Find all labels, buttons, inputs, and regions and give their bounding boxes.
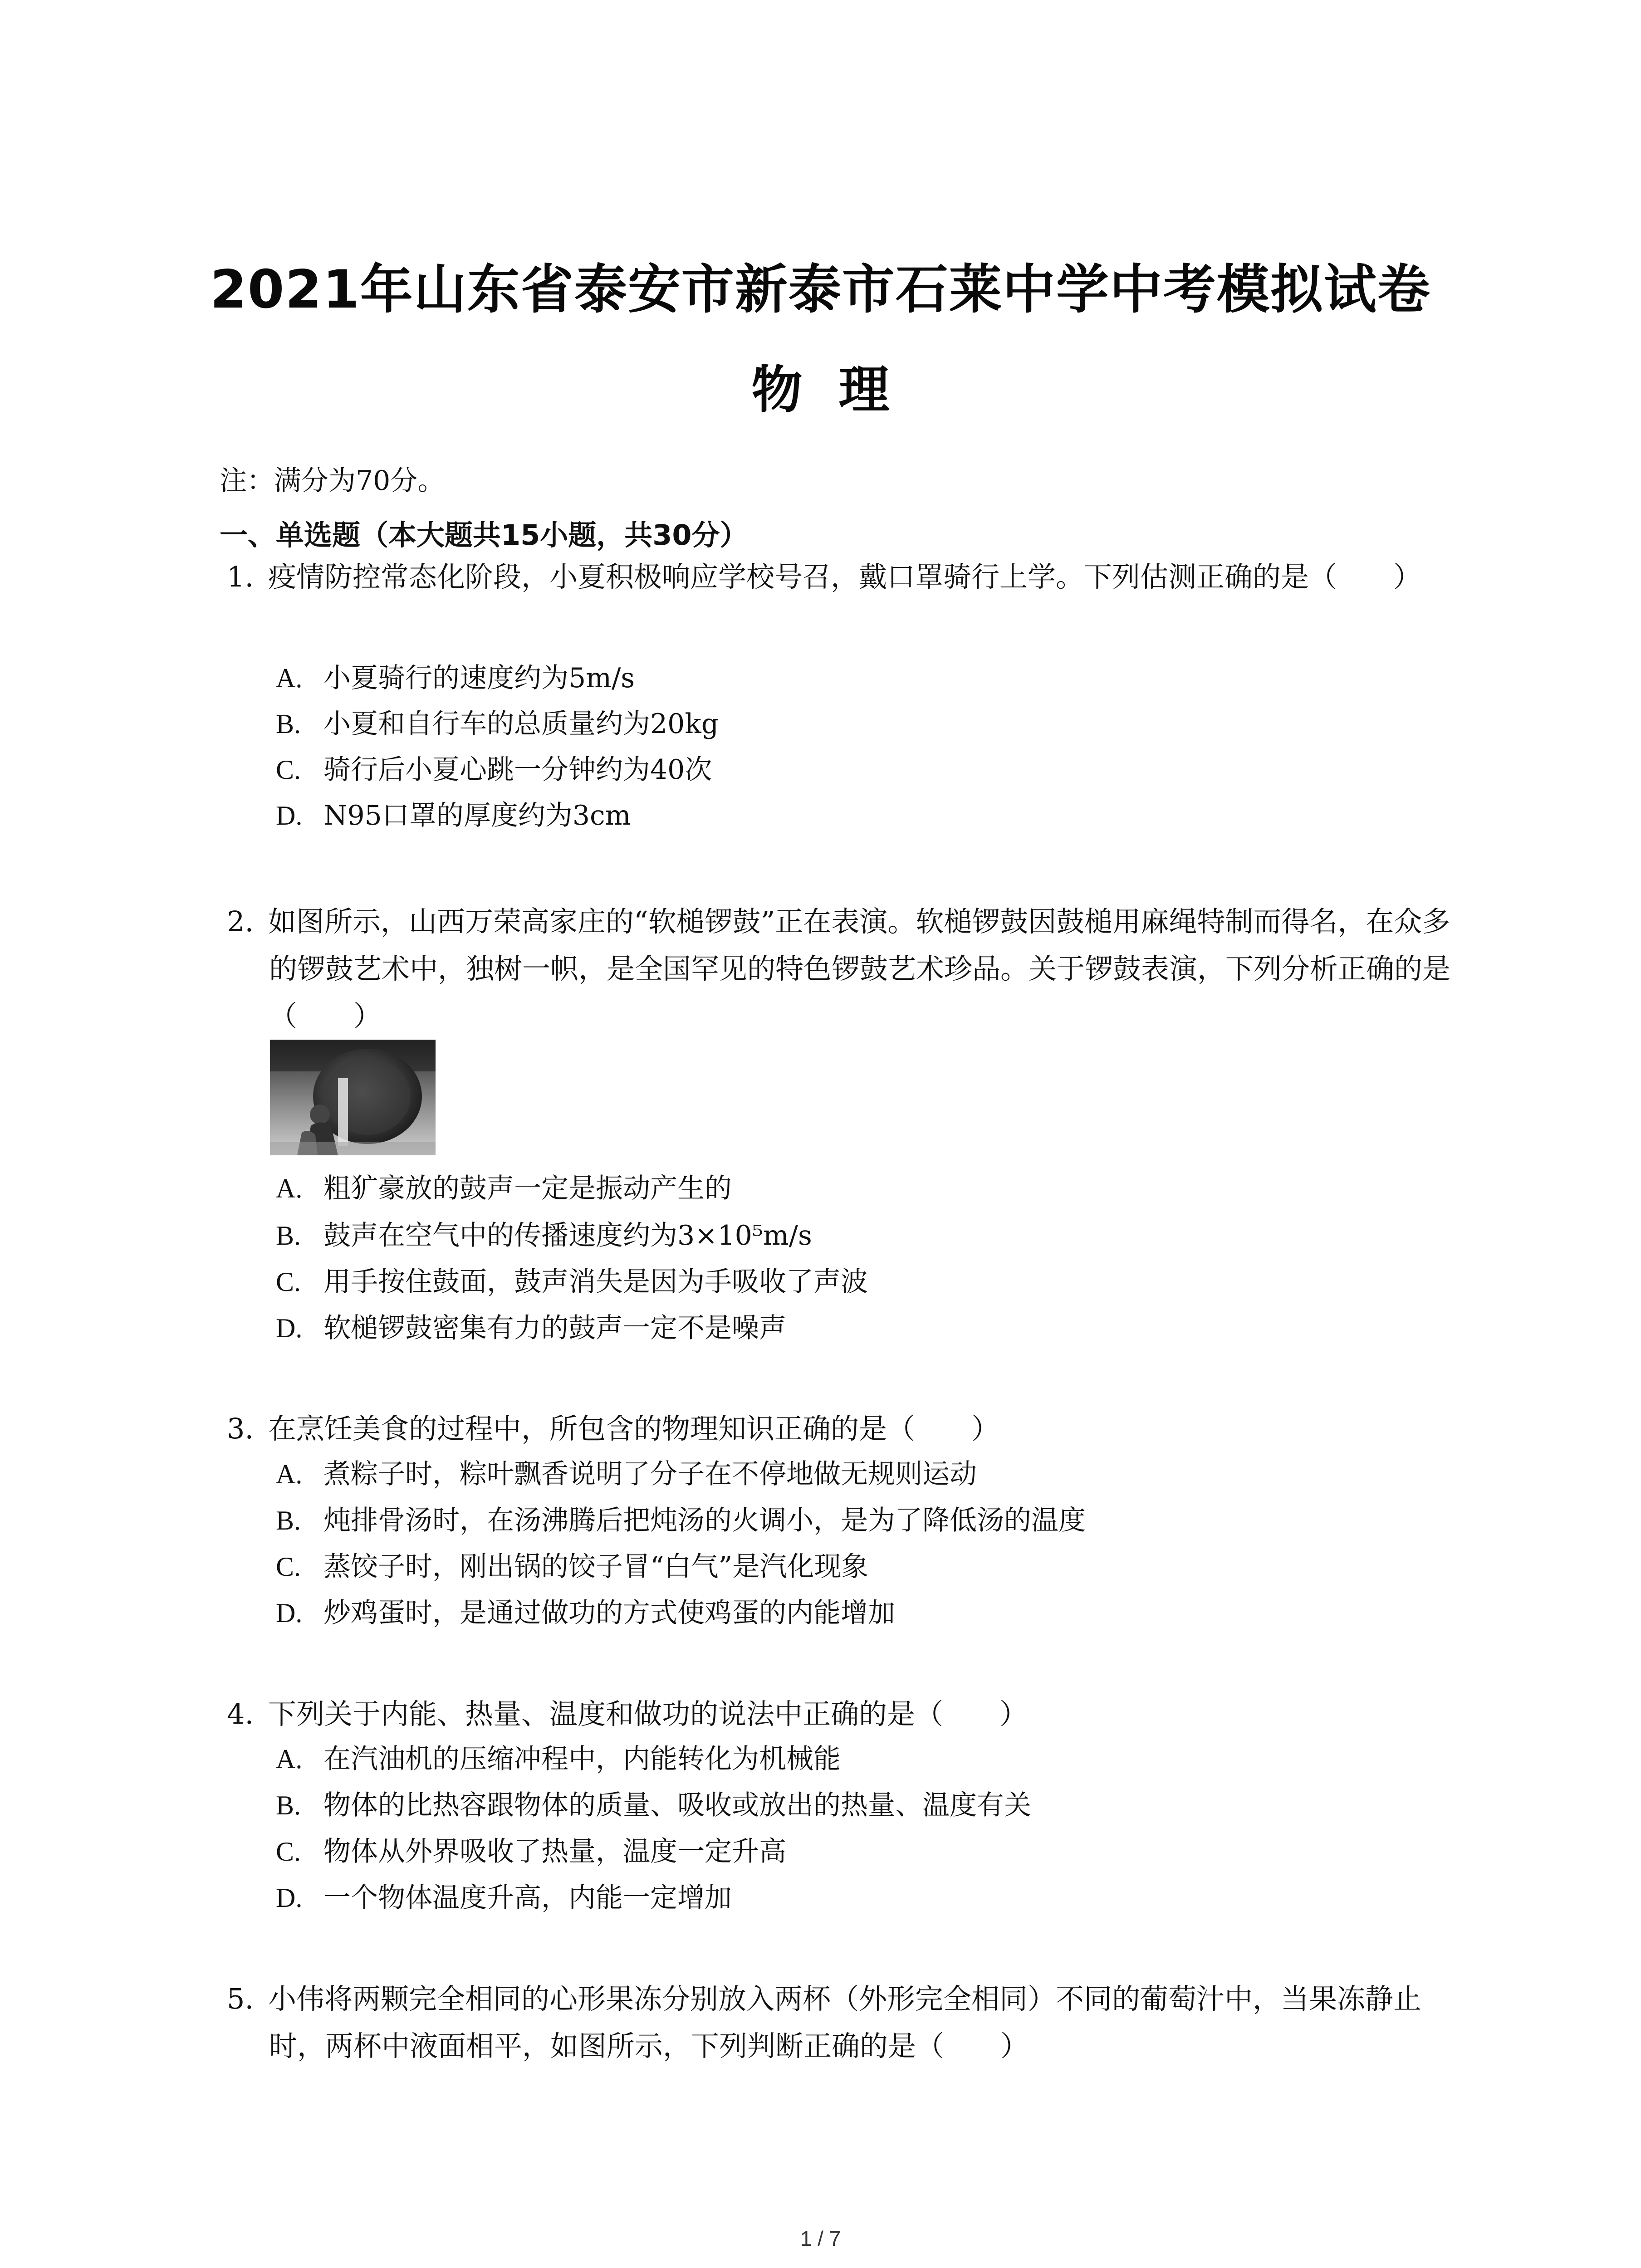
option-letter: A. xyxy=(276,1173,303,1203)
question-4-option-c xyxy=(276,1833,786,1870)
question-2-option-c xyxy=(276,1264,868,1300)
question-4-option-d xyxy=(276,1880,732,1916)
option-letter: C. xyxy=(276,1552,301,1582)
option-letter: C. xyxy=(276,755,301,785)
question-1-option-d xyxy=(276,797,631,834)
option-letter: C. xyxy=(276,1837,301,1867)
question-number: 4. xyxy=(227,1697,254,1730)
option-text: 一个物体温度升高，内能一定增加 xyxy=(323,1882,732,1914)
option-text: 软槌锣鼓密集有力的鼓声一定不是噪声 xyxy=(323,1312,786,1344)
option-letter: B. xyxy=(276,1221,301,1251)
question-text: 小伟将两颗完全相同的心形果冻分别放入两杯（外形完全相同）不同的葡萄汁中，当果冻静止时，两杯中液面相平，如图所示，下列判断正确的是（ ） xyxy=(268,1982,1422,2063)
option-letter: C. xyxy=(276,1267,301,1297)
question-2-option-d xyxy=(276,1310,786,1346)
question-4-option-a xyxy=(276,1741,841,1777)
option-text: N95口罩的厚度约为3cm xyxy=(323,800,631,831)
question-number: 1. xyxy=(227,560,254,593)
option-text: 炖排骨汤时，在汤沸腾后把炖汤的火调小，是为了降低汤的温度 xyxy=(323,1505,1086,1536)
question-4-option-b xyxy=(276,1787,1031,1823)
exam-title: 2021年山东省泰安市新泰市石莱中学中考模拟试卷 xyxy=(210,259,1431,320)
question-3-option-d xyxy=(276,1595,895,1631)
option-text: 骑行后小夏心跳一分钟约为40次 xyxy=(323,754,712,786)
option-text: 小夏和自行车的总质量约为20kg xyxy=(323,708,719,740)
question-number: 3. xyxy=(227,1412,254,1445)
question-1-option-c xyxy=(276,752,712,788)
option-text: 物体的比热容跟物体的质量、吸收或放出的热量、温度有关 xyxy=(323,1789,1031,1821)
drum-performance-photo xyxy=(270,1040,436,1155)
question-1-option-a xyxy=(276,660,635,696)
option-text: 煮粽子时，粽叶飘香说明了分子在不停地做无规则运动 xyxy=(323,1458,977,1490)
option-text: 物体从外界吸收了热量，温度一定升高 xyxy=(323,1836,786,1867)
question-1-option-b xyxy=(276,706,719,742)
score-note: 注：满分为70分。 xyxy=(220,465,445,497)
question-3-option-c xyxy=(276,1549,868,1585)
question-4-stem xyxy=(227,1691,1452,1738)
option-letter: D. xyxy=(276,1598,303,1628)
question-1-stem xyxy=(227,553,1452,601)
option-letter: B. xyxy=(276,709,301,739)
option-letter: A. xyxy=(276,1744,303,1774)
option-text: 炒鸡蛋时，是通过做功的方式使鸡蛋的内能增加 xyxy=(323,1597,895,1629)
question-2-option-a xyxy=(276,1170,732,1207)
question-5-stem xyxy=(227,1975,1452,2070)
question-2-stem xyxy=(227,898,1452,1040)
option-letter: D. xyxy=(276,1883,303,1913)
option-text: 鼓声在空气中的传播速度约为3×10⁵m/s xyxy=(323,1220,812,1251)
question-text: 下列关于内能、热量、温度和做功的说法中正确的是（ ） xyxy=(268,1697,1028,1730)
option-text: 用手按住鼓面，鼓声消失是因为手吸收了声波 xyxy=(323,1266,868,1298)
page-number: 1 / 7 xyxy=(800,2227,841,2250)
question-3-option-b xyxy=(276,1502,1086,1539)
question-text: 如图所示，山西万荣高家庄的“软槌锣鼓”正在表演。软槌锣鼓因鼓槌用麻绳特制而得名，在众多的锣鼓艺术中，独树一帜，是全国罕见的特色锣鼓艺术珍品。关于锣鼓表演，下列分析正确的是（ ） xyxy=(268,905,1451,1032)
option-letter: B. xyxy=(276,1505,301,1535)
option-letter: A. xyxy=(276,1459,303,1489)
option-text: 粗犷豪放的鼓声一定是振动产生的 xyxy=(323,1173,732,1204)
subject-title: 物理 xyxy=(751,361,926,420)
option-text: 蒸饺子时，刚出锅的饺子冒“白气”是汽化现象 xyxy=(323,1551,869,1583)
question-number: 2. xyxy=(227,905,254,938)
option-letter: B. xyxy=(276,1790,301,1820)
option-letter: A. xyxy=(276,663,303,693)
question-number: 5. xyxy=(227,1982,254,2015)
option-text: 在汽油机的压缩冲程中，内能转化为机械能 xyxy=(323,1743,841,1775)
question-text: 在烹饪美食的过程中，所包含的物理知识正确的是（ ） xyxy=(268,1412,1000,1445)
option-letter: D. xyxy=(276,801,303,831)
question-3-option-a xyxy=(276,1456,977,1492)
question-2-option-b xyxy=(276,1217,812,1254)
question-3-stem xyxy=(227,1405,1452,1452)
section-heading: 一、单选题（本大题共15小题，共30分） xyxy=(220,518,748,552)
option-letter: D. xyxy=(276,1313,303,1343)
option-text: 小夏骑行的速度约为5m/s xyxy=(323,662,635,694)
question-text: 疫情防控常态化阶段，小夏积极响应学校号召，戴口罩骑行上学。下列估测正确的是（ ） xyxy=(268,560,1422,593)
